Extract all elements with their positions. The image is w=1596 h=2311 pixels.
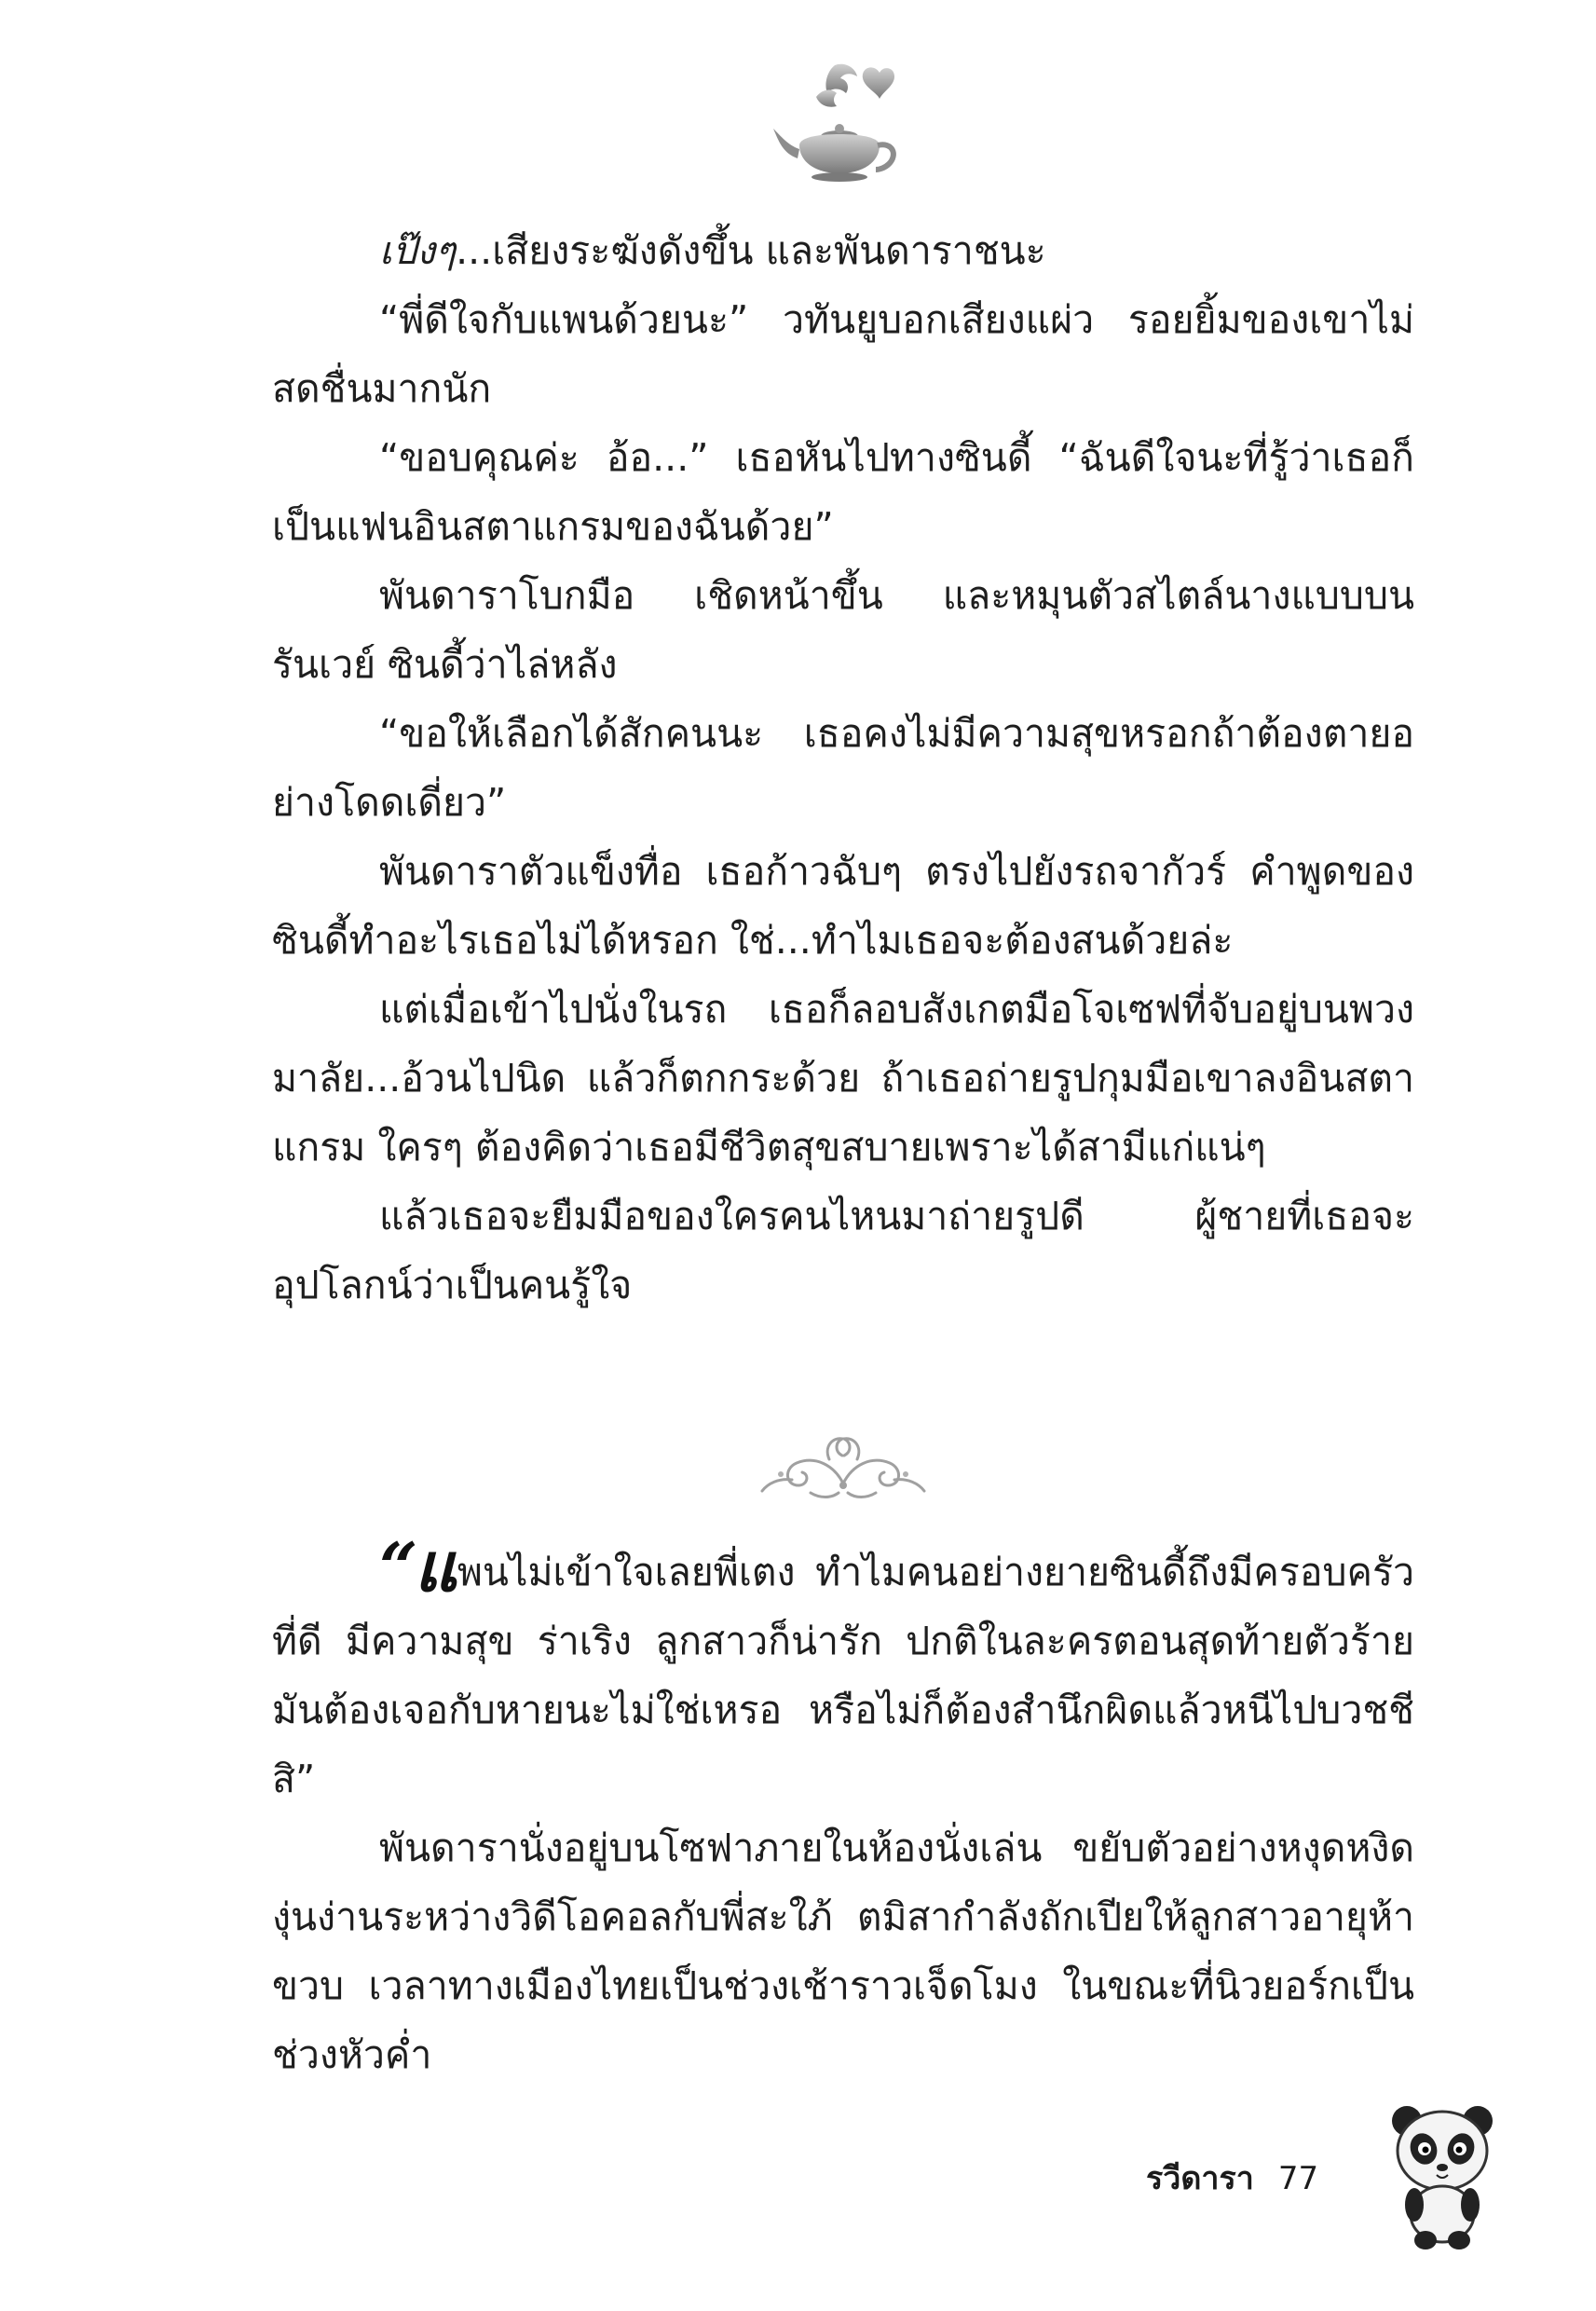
page-number: 77	[1277, 2160, 1319, 2197]
page-footer	[1146, 2153, 1318, 2203]
flourish-divider-icon	[755, 1428, 932, 1508]
paragraph-3: “ขอบคุณค่ะ อ้อ...” เธอหันไปทางซินดี้ “ฉันดีใจนะที่รู้ว่าเธอก็เป็นแฟนอินสตาแกรมของฉันด้วย”	[272, 435, 1414, 549]
book-title: รวีดารา	[1146, 2160, 1254, 2197]
italic-onomatopoeia: เป๊งๆ	[379, 228, 457, 273]
dropcap-paragraph	[272, 1527, 1414, 1813]
paragraph-8: แล้วเธอจะยืมมือของใครคนไหนมาถ่ายรูปดี ผู้ชายที่เธอจะอุปโลกน์ว่าเป็นคนรู้ใจ	[272, 1194, 1414, 1307]
teapot-cupid-ornament-icon	[770, 56, 909, 196]
paragraph-6: พันดาราตัวแข็งทื่อ เธอก้าวฉับๆ ตรงไปยังรถจากัวร์ คำพูดของซินดี้ทำอะไรเธอไม่ได้หรอก ใช่...ทำไมเธอจะต้องสนด้วยล่ะ	[272, 849, 1414, 963]
paragraph-text: ...เสียงระฆังดังขึ้น และพันดาราชนะ	[456, 228, 1046, 273]
paragraph-5: “ขอให้เลือกได้สักคนนะ เธอคงไม่มีความสุขหรอกถ้าต้องตายอย่างโดดเดี่ยว”	[272, 711, 1414, 825]
text-block-bottom	[272, 1527, 1414, 2089]
paragraph-10: พันดารานั่งอยู่บนโซฟาภายในห้องนั่งเล่น ขยับตัวอย่างหงุดหงิดงุ่นง่านระหว่างวิดีโอคอลกับพี่สะใภ้ ตมิสากำลังถักเปียให้ลูกสาวอายุห้าขวบ เวลาทางเมืองไทยเป็นช่วงเช้าราวเจ็ดโมง ในขณะที่นิวยอร์กเป็นช่วงหัวค่ำ	[272, 1826, 1414, 2077]
paragraph-7: แต่เมื่อเข้าไปนั่งในรถ เธอก็ลอบสังเกตมือโจเซฟที่จับอยู่บนพวงมาลัย...อ้วนไปนิด แล้วก็ตกกระด้วย ถ้าเธอถ่ายรูปกุมมือเขาลงอินสตาแกรม ใครๆ ต้องคิดว่าเธอมีชีวิตสุขสบายเพราะได้สามีแก่แน่ๆ	[272, 987, 1414, 1169]
panda-icon	[1386, 2095, 1498, 2253]
dropcap-mark: “แ	[379, 1527, 454, 1607]
paragraph-4: พันดาราโบกมือ เชิดหน้าขึ้น และหมุนตัวสไตล์นางแบบบนรันเวย์ ซินดี้ว่าไล่หลัง	[272, 573, 1414, 687]
paragraph-text: พนไม่เข้าใจเลยพี่เตง ทำไมคนอย่างยายซินดี้ถึงมีครอบครัวที่ดี มีความสุข ร่าเริง ลูกสาวก็น่ารัก ปกติในละครตอนสุดท้ายตัวร้ายมันต้องเจอกับหายนะไม่ใช่เหรอ หรือไม่ก็ต้องสำนึกผิดแล้วหนีไปบวชชีสิ”	[272, 1550, 1414, 1801]
text-block-top	[272, 216, 1414, 1320]
paragraph-2: “พี่ดีใจกับแพนด้วยนะ” วทันยูบอกเสียงแผ่ว รอยยิ้มของเขาไม่สดชื่นมากนัก	[272, 297, 1414, 411]
paragraph-1	[272, 216, 1414, 285]
